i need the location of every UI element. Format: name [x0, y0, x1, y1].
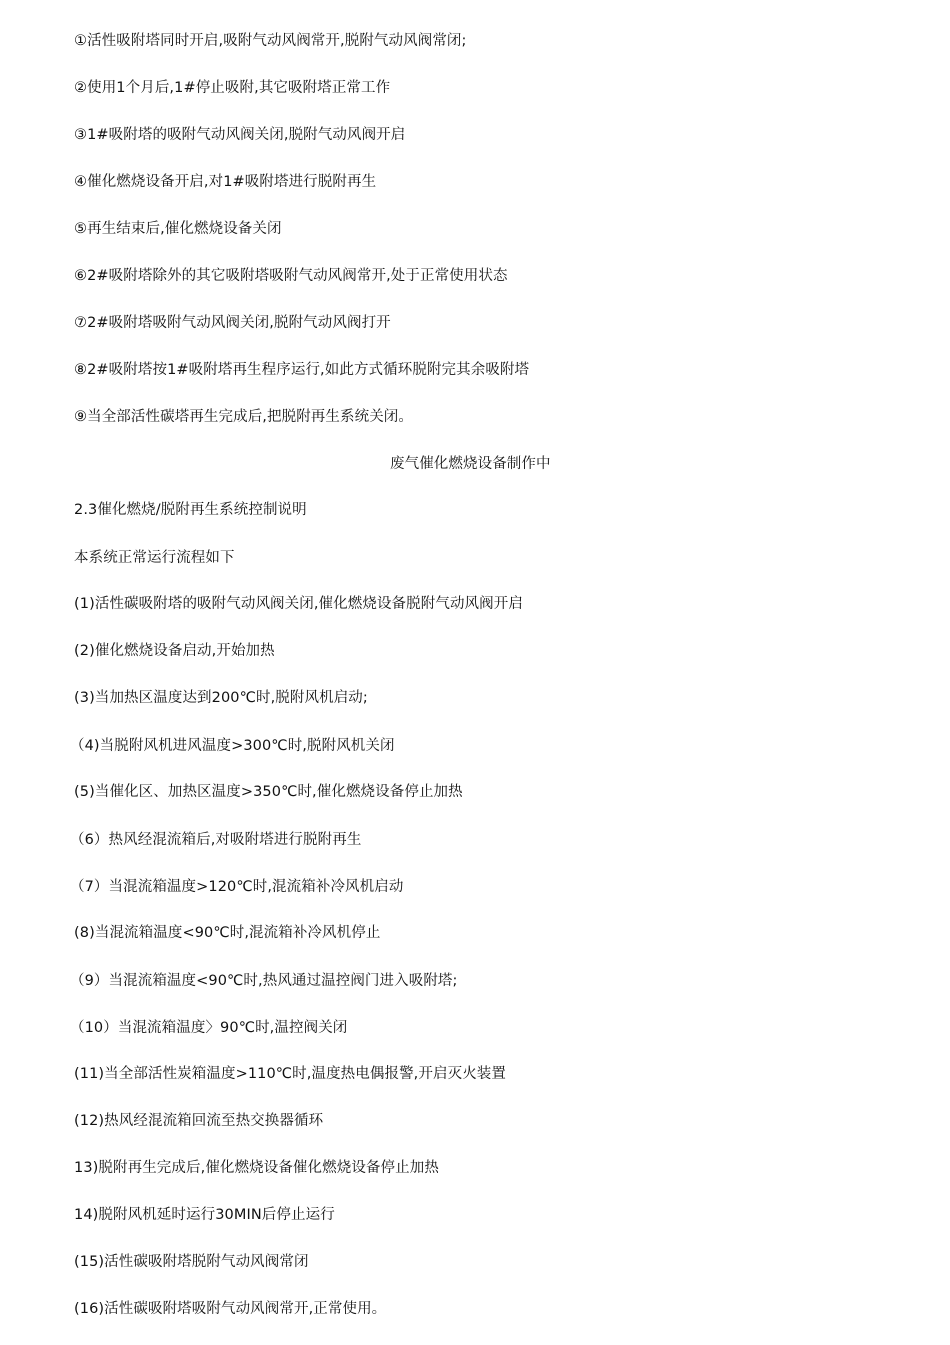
flow-step-1: (1)活性碳吸附塔的吸附气动风阀关闭,催化燃烧设备脱附气动风阀开启	[74, 596, 523, 612]
flow-step-16: (16)活性碳吸附塔吸附气动风阀常开,正常使用。	[74, 1301, 387, 1317]
flow-step-6: （6）热风经混流箱后,对吸附塔进行脱附再生	[70, 832, 362, 848]
step-7: ⑦2#吸附塔吸附气动风阀关闭,脱附气动风阀打开	[74, 315, 391, 331]
step-8: ⑧2#吸附塔按1#吸附塔再生程序运行,如此方式循环脱附完其余吸附塔	[74, 362, 530, 378]
flow-step-4: （4)当脱附风机进风温度>300℃时,脱附风机关闭	[70, 738, 395, 754]
flow-step-11: (11)当全部活性炭箱温度>110℃时,温度热电偶报警,开启灭火装置	[74, 1066, 506, 1082]
flow-step-13: 13)脱附再生完成后,催化燃烧设备催化燃烧设备停止加热	[74, 1160, 439, 1176]
flow-step-2: (2)催化燃烧设备启动,开始加热	[74, 643, 275, 659]
flow-step-3: (3)当加热区温度达到200℃时,脱附风机启动;	[74, 690, 368, 706]
flow-step-5: (5)当催化区、加热区温度>350℃时,催化燃烧设备停止加热	[74, 784, 463, 800]
flow-step-7: （7）当混流箱温度>120℃时,混流箱补冷风机启动	[70, 879, 404, 895]
step-5: ⑤再生结束后,催化燃烧设备关闭	[74, 221, 282, 237]
section-title: 2.3催化燃烧/脱附再生系统控制说明	[74, 502, 307, 518]
flow-step-10: （10）当混流箱温度〉90℃时,温控阀关闭	[70, 1020, 348, 1036]
flow-step-12: (12)热风经混流箱回流至热交换器循环	[74, 1113, 324, 1129]
flow-step-8: (8)当混流箱温度<90℃时,混流箱补冷风机停止	[74, 925, 381, 941]
flow-step-15: (15)活性碳吸附塔脱附气动风阀常闭	[74, 1254, 309, 1270]
flow-step-9: （9）当混流箱温度<90℃时,热风通过温控阀门进入吸附塔;	[70, 973, 458, 989]
step-6: ⑥2#吸附塔除外的其它吸附塔吸附气动风阀常开,处于正常使用状态	[74, 268, 508, 284]
step-1: ①活性吸附塔同时开启,吸附气动风阀常开,脱附气动风阀常闭;	[74, 33, 467, 49]
step-4: ④催化燃烧设备开启,对1#吸附塔进行脱附再生	[74, 174, 377, 190]
flow-step-14: 14)脱附风机延时运行30MIN后停止运行	[74, 1207, 335, 1223]
intro-text: 本系统正常运行流程如下	[74, 550, 235, 566]
step-2: ②使用1个月后,1#停止吸附,其它吸附塔正常工作	[74, 80, 391, 96]
image-caption: 废气催化燃烧设备制作中	[390, 456, 551, 472]
step-9: ⑨当全部活性碳塔再生完成后,把脱附再生系统关闭。	[74, 409, 414, 425]
step-3: ③1#吸附塔的吸附气动风阀关闭,脱附气动风阀开启	[74, 127, 406, 143]
